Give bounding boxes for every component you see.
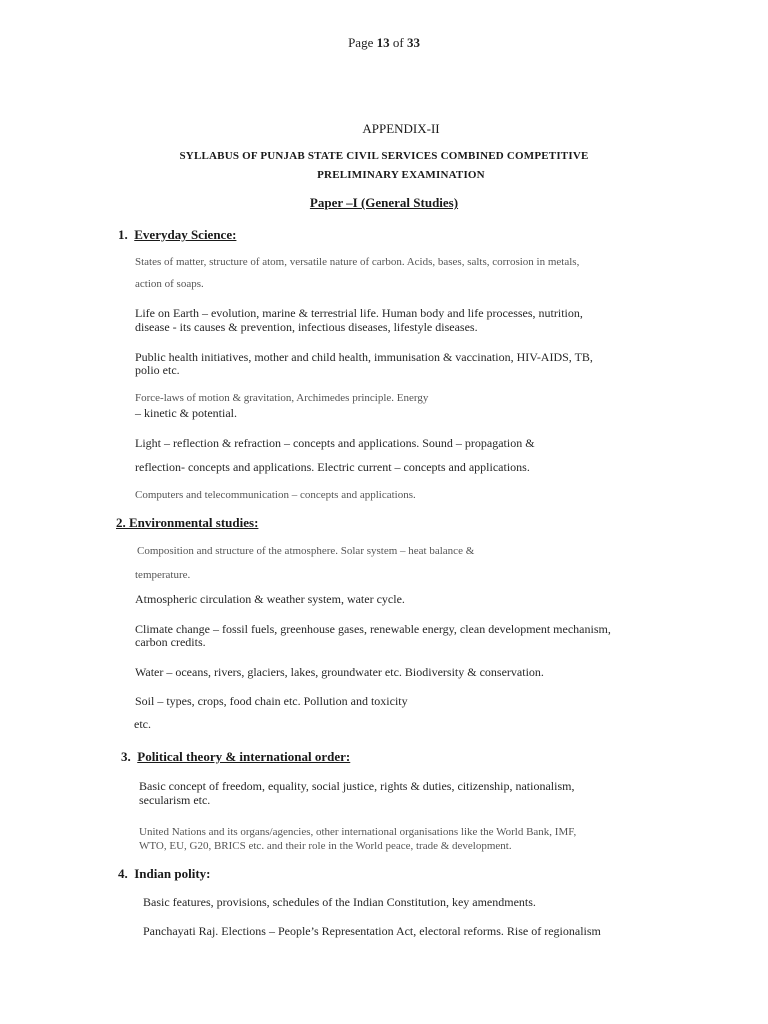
section-4-number: 4.: [118, 866, 128, 881]
section-2-title: 2. Environmental studies:: [116, 515, 259, 530]
s2-para-5-line-2: etc.: [134, 717, 151, 731]
s2-para-4: Water – oceans, rivers, glaciers, lakes, groundwater etc. Biodiversity & conservation.: [135, 665, 544, 679]
section-4-heading: [118, 866, 210, 882]
s1-para-5: Light – reflection & refraction – concepts and applications. Sound – propagation &: [135, 436, 535, 450]
s1-para-4-line-1: Force-laws of motion & gravitation, Archimedes principle. Energy: [135, 392, 429, 404]
s3-para-1-line-1: Basic concept of freedom, equality, social justice, rights & duties, citizenship, nationalism,: [139, 779, 575, 793]
s1-para-4-line-2: – kinetic & potential.: [135, 406, 237, 420]
s3-para-2-line-2: WTO, EU, G20, BRICS etc. and their role in the World peace, trade & development.: [139, 840, 512, 852]
section-1-title: Everyday Science:: [134, 227, 237, 242]
page-number-header: [0, 35, 768, 51]
section-3-title: Political theory & international order:: [137, 749, 351, 764]
s4-para-2: Panchayati Raj. Elections – People’s Representation Act, electoral reforms. Rise of regionalism: [143, 924, 601, 938]
appendix-label: APPENDIX-II: [362, 121, 440, 136]
s1-para-2-line-2: disease - its causes & prevention, infectious diseases, lifestyle diseases.: [135, 320, 478, 334]
s2-para-2: Atmospheric circulation & weather system, water cycle.: [135, 592, 405, 606]
section-4-title: Indian polity:: [134, 866, 211, 881]
s3-para-2-line-1: United Nations and its organs/agencies, other international organisations like the World Bank, IMF,: [139, 826, 577, 838]
document-title-line-2: PRELIMINARY EXAMINATION: [317, 169, 485, 181]
paper-title: Paper –I (General Studies): [309, 195, 459, 210]
s1-para-1-line-2: action of soaps.: [135, 278, 204, 290]
section-1-number: 1.: [118, 227, 128, 242]
s1-para-3-line-2: polio etc.: [135, 363, 180, 377]
s4-para-1: Basic features, provisions, schedules of the Indian Constitution, key amendments.: [143, 895, 536, 909]
s2-para-1-line-1: Composition and structure of the atmosphere. Solar system – heat balance &: [137, 545, 475, 557]
page-current: 13: [376, 35, 390, 50]
page-of: of: [389, 35, 407, 50]
s3-para-1-line-2: secularism etc.: [139, 793, 211, 807]
page-prefix: Page: [348, 35, 377, 50]
s1-para-1-line-1: States of matter, structure of atom, versatile nature of carbon. Acids, bases, salts, corrosion in metals,: [135, 256, 580, 268]
s1-para-3-line-1: Public health initiatives, mother and child health, immunisation & vaccination, HIV-AIDS, TB,: [135, 350, 593, 364]
s1-para-6: reflection- concepts and applications. Electric current – concepts and applications.: [135, 460, 530, 474]
s2-para-3-line-1: Climate change – fossil fuels, greenhouse gases, renewable energy, clean development mechanism,: [135, 622, 611, 636]
section-2-heading: [116, 515, 258, 531]
document-title-line-1: SYLLABUS OF PUNJAB STATE CIVIL SERVICES COMBINED COMPETITIVE: [179, 150, 589, 162]
page-total: 33: [406, 35, 420, 50]
s1-para-7: Computers and telecommunication – concepts and applications.: [135, 489, 416, 501]
section-3-heading: [121, 749, 350, 765]
s2-para-5-line-1: Soil – types, crops, food chain etc. Pollution and toxicity: [135, 694, 408, 708]
s2-para-1-line-2: temperature.: [135, 569, 191, 581]
section-1-heading: [118, 227, 236, 243]
s2-para-3-line-2: carbon credits.: [135, 635, 206, 649]
s1-para-2-line-1: Life on Earth – evolution, marine & terrestrial life. Human body and life processes, nutrition,: [135, 306, 583, 320]
section-3-number: 3.: [121, 749, 131, 764]
